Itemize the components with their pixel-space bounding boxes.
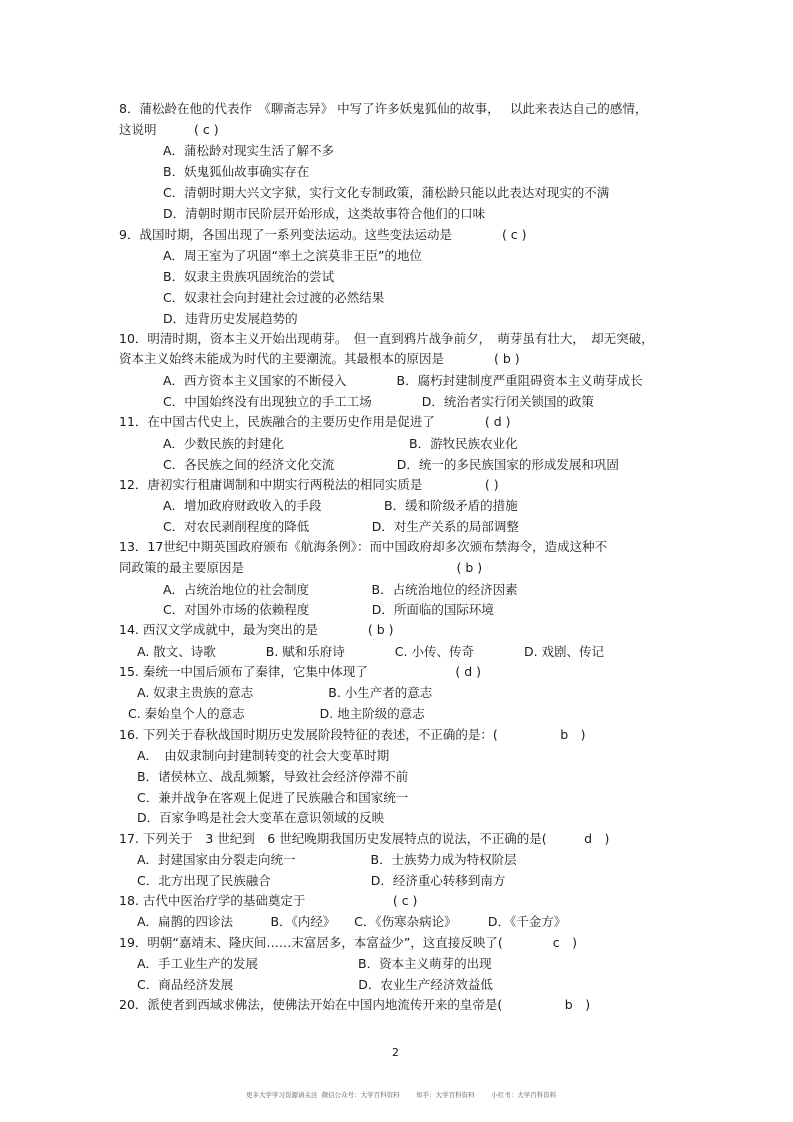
option-d: D．违背历史发展趋势的: [163, 311, 298, 326]
option-a: A．蒲松龄对现实生活了解不多: [163, 143, 335, 158]
footer-note: 更多大学学习资源请关注 微信公众号：大学百科资料 知乎：大学百科资料 小红书：大学百科资料: [246, 1091, 557, 1099]
options-cd: C．各民族之间的经济文化交流 D．统一的多民族国家的形成发展和巩固: [163, 457, 619, 472]
options-abcd: A．扁鹊的四诊法 B．《内经》 C．《伤寒杂病论》 D．《千金方》: [137, 914, 567, 929]
question-12-text: 12．唐初实行租庸调制和中期实行两税法的相同实质是 ( ): [119, 477, 499, 492]
question-20-text: 20．派使者到西域求佛法，使佛法开始在中国内地流传开来的皇帝是( b ): [119, 997, 591, 1012]
options-ab: A．封建国家由分裂走向统一 B．士族势力成为特权阶层: [137, 852, 517, 867]
options-ab: A．占统治地位的社会制度 B．占统治地位的经济因素: [163, 582, 518, 597]
question-9-text: 9．战国时期，各国出现了一系列变法运动。这些变法运动是 ( c ): [119, 227, 527, 242]
options-ab: A．增加政府财政收入的手段 B．缓和阶级矛盾的措施: [163, 498, 518, 513]
options-abcd: A. 散文、诗歌 B. 赋和乐府诗 C. 小传、传奇 D. 戏剧、传记: [137, 644, 605, 659]
question-8-text: 8．蒲松龄在他的代表作 《聊斋志异》 中写了许多妖鬼狐仙的故事， 以此来表达自己的感情，: [119, 101, 648, 116]
option-b: B．诸侯林立、战乱频繁，导致社会经济停滞不前: [137, 769, 409, 784]
option-c: C．清朝时期大兴文字狱，实行文化专制政策，蒲松龄只能以此表达对现实的不满: [163, 185, 610, 200]
option-b: B．奴隶主贵族巩固统治的尝试: [163, 269, 335, 284]
option-d: D．清朝时期市民阶层开始形成，这类故事符合他们的口味: [163, 206, 486, 221]
question-11-text: 11．在中国古代史上，民族融合的主要历史作用是促进了 ( d ): [119, 414, 511, 429]
option-d: D．百家争鸣是社会大变革在意识领域的反映: [137, 810, 385, 825]
question-10-answer: 资本主义始终未能成为时代的主要潮流。其最根本的原因是 ( b ): [119, 351, 520, 366]
question-16-text: 16. 下列关于春秋战国时期历史发展阶段特征的表述，不正确的是：( b ): [119, 727, 586, 742]
option-b: B．妖鬼狐仙故事确实存在: [163, 164, 310, 179]
options-cd: C. 秦始皇个人的意志 D. 地主阶级的意志: [128, 706, 425, 721]
options-ab: A．西方资本主义国家的不断侵入 B．腐朽封建制度严重阻碍资本主义萌芽成长: [163, 373, 643, 388]
options-ab: A．少数民族的封建化 B．游牧民族农业化: [163, 436, 518, 451]
options-cd: C．商品经济发展 D．农业生产经济效益低: [137, 977, 493, 992]
options-cd: C．对农民剥削程度的降低 D．对生产关系的局部调整: [163, 519, 519, 534]
question-13-text: 13．17世纪中期英国政府颁布《航海条例》：而中国政府却多次颁布禁海令，造成这种不: [119, 539, 608, 554]
question-10-text: 10．明清时期，资本主义开始出现萌芽。 但一直到鸦片战争前夕， 萌芽虽有壮大， 却无突破，: [119, 331, 654, 346]
question-18-text: 18. 古代中医治疗学的基础奠定于 ( c ): [119, 893, 418, 908]
option-a: A． 由奴隶制向封建制转变的社会大变革时期: [137, 748, 390, 763]
option-c: C．兼并战争在客观上促进了民族融合和国家统一: [137, 790, 409, 805]
options-cd: C．北方出现了民族融合 D．经济重心转移到南方: [137, 873, 506, 888]
options-ab: A. 奴隶主贵族的意志 B. 小生产者的意志: [137, 685, 433, 700]
question-8-answer: 这说明 ( c ): [119, 122, 219, 137]
option-a: A．周王室为了巩固“率土之滨莫非王臣”的地位: [163, 248, 423, 263]
question-15-text: 15. 秦统一中国后颁布了秦律，它集中体现了 ( d ): [119, 664, 481, 679]
option-c: C．奴隶社会向封建社会过渡的必然结果: [163, 290, 385, 305]
question-13-answer: 同政策的最主要原因是 ( b ): [119, 560, 483, 575]
question-19-text: 19．明朝“嘉靖末、隆庆间……末富居多，本富益少”，这直接反映了( c ): [119, 935, 577, 950]
options-cd: C．对国外市场的依赖程度 D．所面临的国际环境: [163, 602, 494, 617]
options-cd: C．中国始终没有出现独立的手工工场 D．统治者实行闭关锁国的政策: [163, 394, 594, 409]
page-number: 2: [392, 1046, 399, 1059]
question-14-text: 14. 西汉文学成就中，最为突出的是 ( b ): [119, 622, 394, 637]
question-17-text: 17. 下列关于 3 世纪到 6 世纪晚期我国历史发展特点的说法，不正确的是( d ): [119, 831, 610, 846]
options-ab: A．手工业生产的发展 B．资本主义萌芽的出现: [137, 956, 492, 971]
